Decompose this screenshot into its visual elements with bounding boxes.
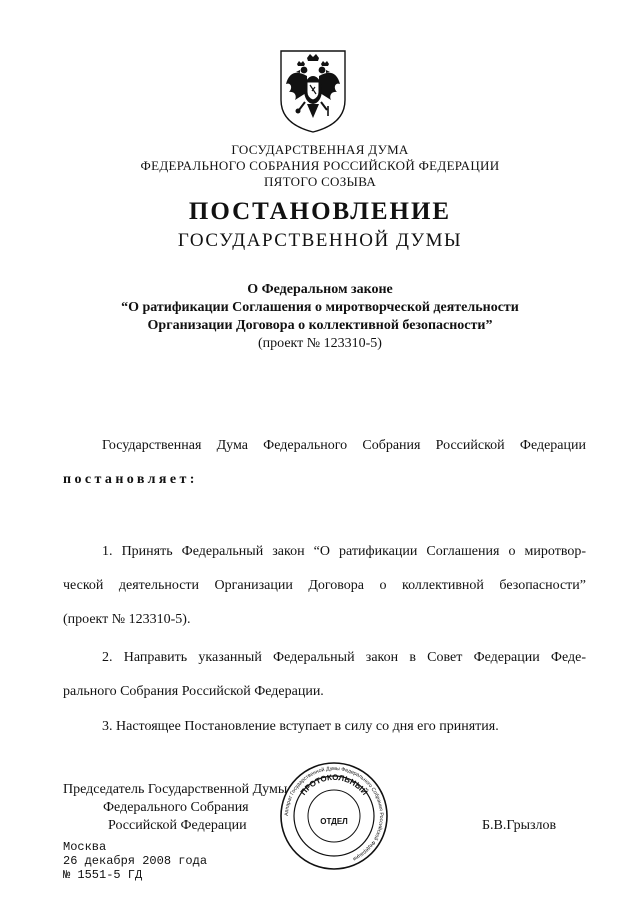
intro-paragraph: Государственная Дума Федерального Собрания Российской Федерации <box>102 438 586 453</box>
document-date: 26 декабря 2008 года <box>63 854 208 868</box>
document-subtitle: ГОСУДАРСТВЕННОЙ ДУМЫ <box>177 230 463 251</box>
document-title: ПОСТАНОВЛЕНИЕ <box>188 198 452 225</box>
item3-line: 3. Настоящее Постановление вступает в силу со дня его принятия. <box>102 719 499 734</box>
header-line-convocation: ПЯТОГО СОЗЫВА <box>263 174 377 189</box>
official-stamp <box>278 760 390 872</box>
signatory-name: Б.В.Грызлов <box>482 818 557 833</box>
item1-line1: 1. Принять Федеральный закон “О ратификации Соглашения о миротвор- <box>102 544 586 559</box>
item1-line3: (проект № 123310-5). <box>63 612 191 627</box>
law-heading-line1: О Федеральном законе <box>247 282 393 297</box>
document-number: № 1551-5 ГД <box>63 868 143 882</box>
stamp-inner-ring-text: ПРОТОКОЛЬНЫЙ <box>298 772 370 797</box>
item2-line1: 2. Направить указанный Федеральный закон в Совет Федерации Феде- <box>102 650 586 665</box>
signatory-title-line3: Российской Федерации <box>108 818 247 833</box>
signatory-title-line1: Председатель Государственной Думы <box>63 782 288 797</box>
law-heading-line3: Организации Договора о коллективной безопасности” <box>147 318 493 333</box>
item2-line2: рального Собрания Российской Федерации. <box>63 684 324 699</box>
place-city: Москва <box>63 840 107 854</box>
header-line-assembly: ФЕДЕРАЛЬНОГО СОБРАНИЯ РОССИЙСКОЙ ФЕДЕРАЦИИ <box>140 158 500 173</box>
signatory-title-line2: Федерального Собрания <box>103 800 249 815</box>
stamp-outer-ring-text: Аппарат Государственной Думы Федерального Собрания Российской Федерации <box>283 765 385 862</box>
header-line-duma: ГОСУДАРСТВЕННАЯ ДУМА <box>231 142 409 157</box>
law-heading-line2: “О ратификации Соглашения о миротворческой деятельности <box>121 300 519 315</box>
russian-coat-of-arms-icon <box>277 48 349 134</box>
item1-line2: ческой деятельности Организации Договора о коллективной безопасности” <box>63 578 586 593</box>
stamp-center-text: ОТДЕЛ <box>320 817 348 826</box>
law-project-number: (проект № 123310-5) <box>258 336 382 351</box>
resolves-word: постановляет: <box>63 472 198 487</box>
